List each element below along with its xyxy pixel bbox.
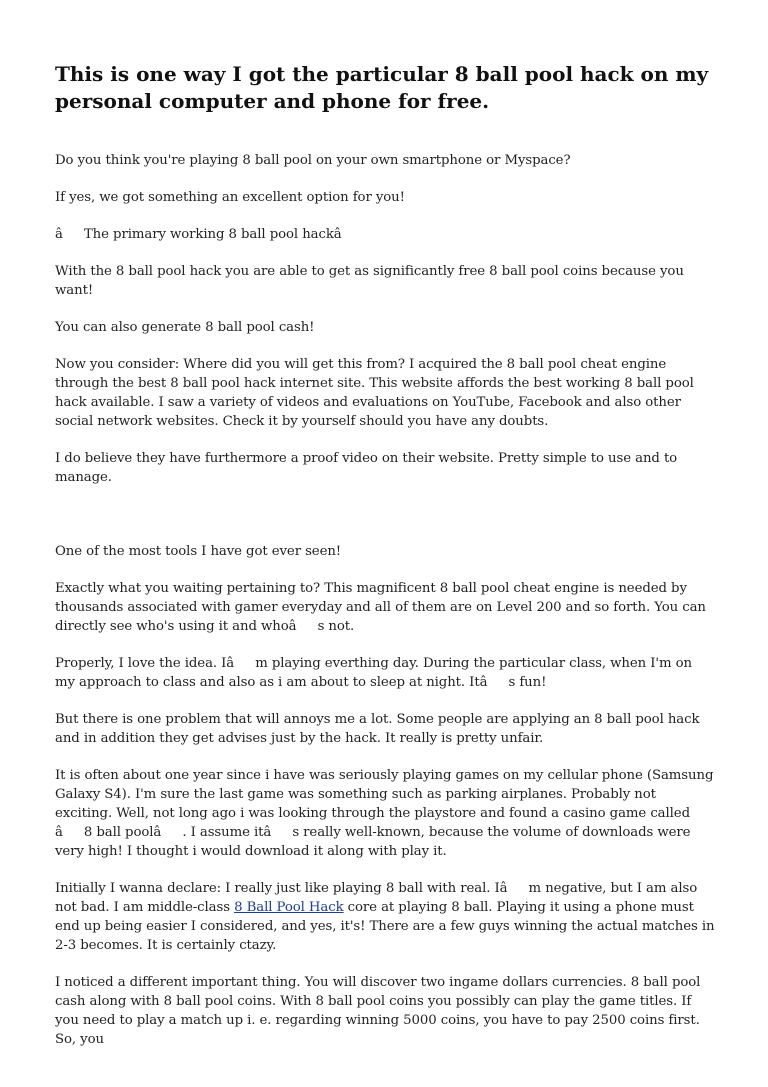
paragraph-3: âThe primary working 8 ball pool hackâ [55, 227, 363, 242]
document-body [55, 151, 715, 1049]
paragraph-13-text-start: Initially I wanna declare: I really just like playing 8 ball with real. Iâm negative, but I am also not bad. I am middle-class [55, 881, 698, 915]
paragraph-4: With the 8 ball pool hack you are able to get as significantly free 8 ball pool coins because you want! [55, 264, 684, 298]
paragraph-5: You can also generate 8 ball pool cash! [55, 320, 315, 335]
paragraph-7: I do believe they have furthermore a proof video on their website. Pretty simple to use and to manage. [55, 451, 678, 485]
spacer [55, 505, 715, 542]
paragraph-14: I noticed a different important thing. You will discover two ingame dollars currencies. 8 ball pool cash along with 8 ball pool coins. With 8 ball pool coins you possibly can play the game titles. If you need to play a match up i. e. regarding winning 5000 coins, you have to pay 2500 coins first. So, you [55, 975, 701, 1047]
hack-link[interactable]: 8 Ball Pool Hack [234, 900, 344, 915]
paragraph-2: If yes, we got something an excellent option for you! [55, 190, 405, 205]
paragraph-9: Exactly what you waiting pertaining to? This magnificent 8 ball pool cheat engine is needed by thousands associated with gamer everyday and all of them are on Level 200 and so forth. You can directly see who's using it and whoâs not. [55, 581, 706, 634]
paragraph-12: It is often about one year since i have was seriously playing games on my cellular phone (Samsung Galaxy S4). I'm sure the last game was something such as parking airplanes. Probably not exciting. Well, not long ago i was looking through the playstore and found a casino game called â8 ball poolâ. I assume itâs really well-known, because the volume of downloads were very high! I thought i would download it along with play it. [55, 768, 714, 859]
paragraph-6: Now you consider: Where did you will get this from? I acquired the 8 ball pool cheat engine through the best 8 ball pool hack internet site. This website affords the best working 8 ball pool hack available. I saw a variety of videos and evaluations on YouTube, Facebook and also other social network websites. Check it by yourself should you have any doubts. [55, 357, 694, 429]
document-page [55, 0, 715, 1067]
paragraph-10: Properly, I love the idea. Iâm playing everthing day. During the particular class, when I'm on my approach to class and also as i am about to sleep at night. Itâs fun! [55, 656, 692, 690]
page-title: This is one way I got the particular 8 ball pool hack on my personal computer and phone for free. [55, 62, 709, 113]
paragraph-13 [55, 879, 715, 955]
paragraph-1: Do you think you're playing 8 ball pool on your own smartphone or Myspace? [55, 153, 571, 168]
paragraph-11: But there is one problem that will annoys me a lot. Some people are applying an 8 ball pool hack and in addition they get advises just by the hack. It really is pretty unfair. [55, 712, 700, 746]
paragraph-13-text-end: core at playing 8 ball. Playing it using a phone must end up being easier I considered, and yes, it's! There are a few guys winning the actual matches in 2-3 becomes. It is certainly ctazy. [55, 900, 715, 953]
paragraph-8: One of the most tools I have got ever seen! [55, 544, 342, 559]
